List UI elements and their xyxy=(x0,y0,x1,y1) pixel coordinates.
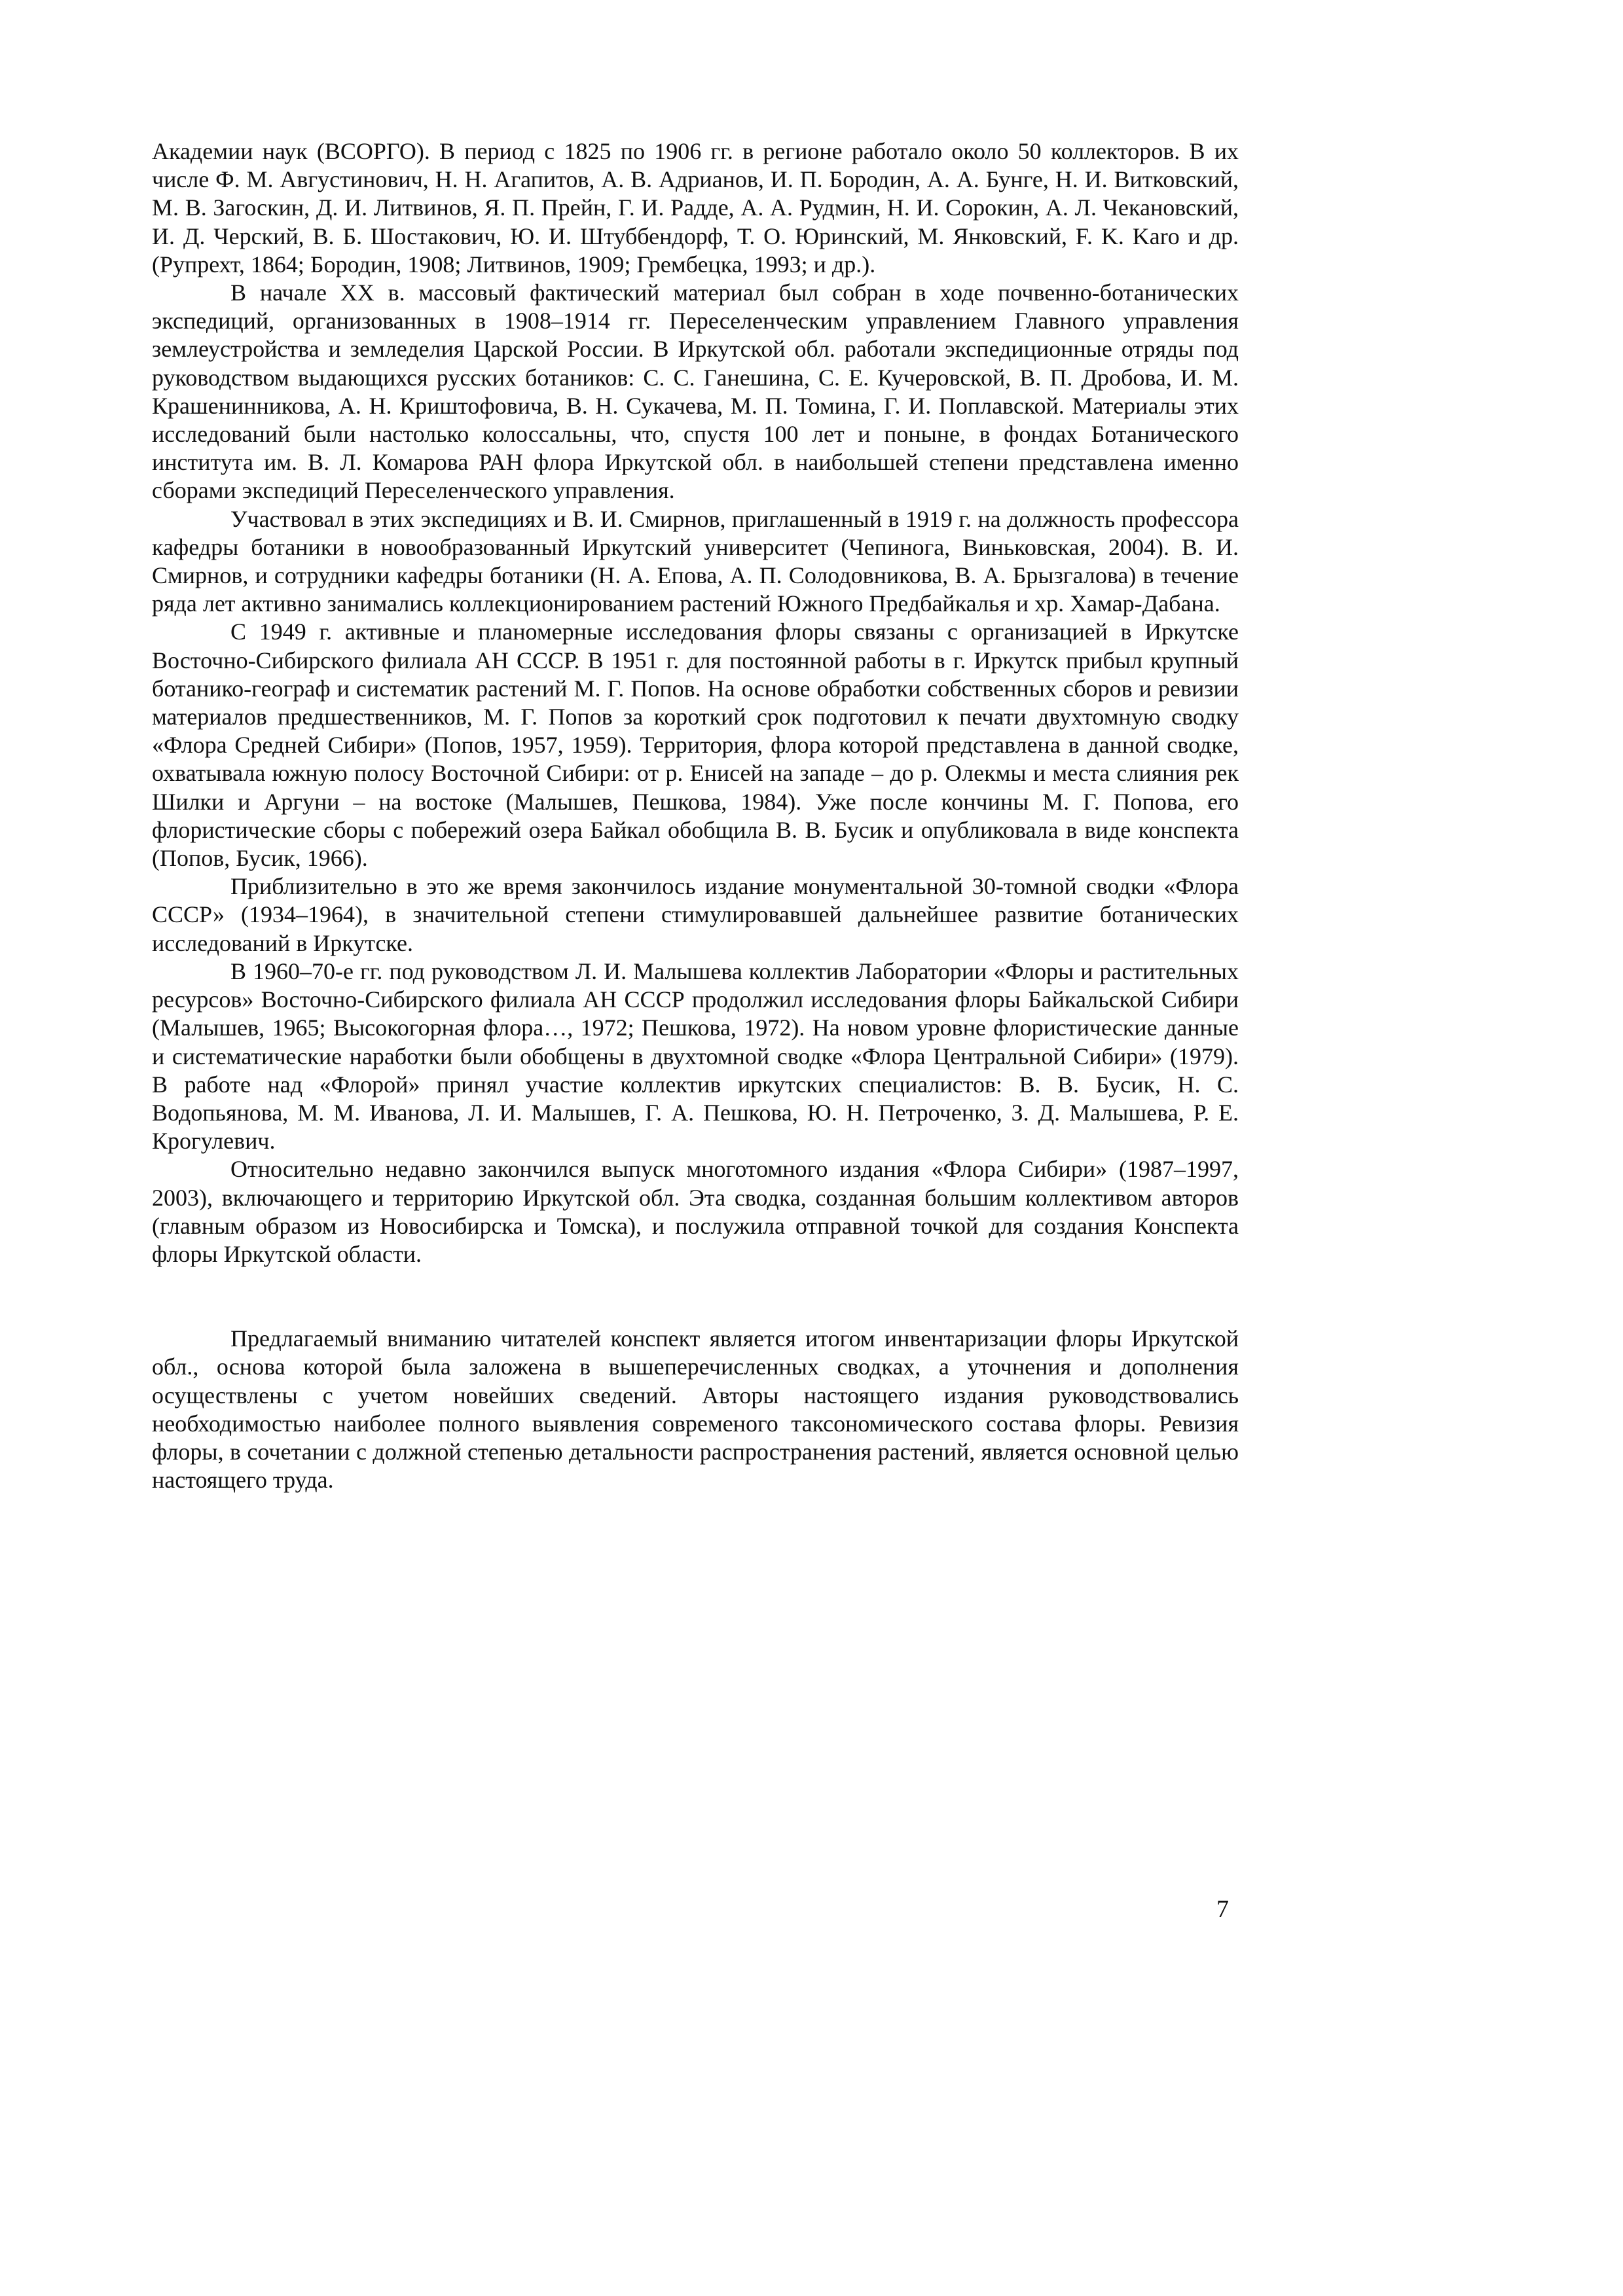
paragraph-collectors: Академии наук (ВСОРГО). В период с 1825 по 1906 гг. в регионе работало около 50 коллекторов. В их числе Ф. М. Августинович, Н. Н. Агапитов, А. В. Адрианов, И. П. Бородин, А. А. Бунге, Н. И. Витковский, М. В. Загоскин, Д. И. Литвинов, Я. П. Прейн, Г. И. Радде, А. А. Рудмин, Н. И. Сорокин, А. Л. Чекановский, И. Д. Черский, В. Б. Шостакович, Ю. И. Штуббендорф, Т. О. Юринский, М. Янковский, F. K. Karo и др. (Рупрехт, 1864; Бородин, 1908; Литвинов, 1909; Грембецка, 1993; и др.). xyxy=(152,138,1239,278)
paragraph-malyshev: В 1960–70-е гг. под руководством Л. И. Малышева коллектив Лаборатории «Флоры и растительных ресурсов» Восточно-Сибирского филиала АН СССР продолжил исследования флоры Байкальской Сибири (Малышев, 1965; Высокогорная флора…, 1972; Пешкова, 1972). На новом уровне флористические данные и систематические наработки были обобщены в двухтомной сводке «Флора Центральной Сибири» (1979). В работе над «Флорой» принял участие коллектив иркутских специалистов: В. В. Бусик, Н. С. Водопьянова, М. М. Иванова, Л. И. Малышев, Г. А. Пешкова, Ю. Н. Петроченко, З. Д. Малышева, Р. Е. Крогулевич. xyxy=(152,958,1239,1155)
paragraph-resettlement-expeditions: В начале XX в. массовый фактический материал был собран в ходе почвенно-ботанических экспедиций, организованных в 1908–1914 гг. Переселенческим управлением Главного управления землеустройства и земледелия Царской России. В Иркутской обл. работали экспедиционные отряды под руководством выдающихся русских ботаников: С. С. Ганешина, С. Е. Кучеровской, В. П. Дробова, И. М. Крашенинникова, А. Н. Криштофовича, В. Н. Сукачева, М. П. Томина, Г. И. Поплавской. Материалы этих исследований были настолько колоссальны, что, спустя 100 лет и поныне, в фондах Ботанического института им. В. Л. Комарова РАН флора Иркутской обл. в наибольшей степени представлена именно сборами экспедиций Переселенческого управления. xyxy=(152,279,1239,504)
body-text xyxy=(152,137,1239,1494)
paragraph-flora-siberia: Относительно недавно закончился выпуск многотомного издания «Флора Сибири» (1987–1997, 2003), включающего и территорию Иркутской обл. Эта сводка, созданная большим коллективом авторов (главным образом из Новосибирска и Томска), и послужила отправной точкой для создания Конспекта флоры Иркутской области. xyxy=(152,1156,1239,1267)
paragraph-conspectus-goal: Предлагаемый вниманию читателей конспект является итогом инвентаризации флоры Иркутской обл., основа которой была заложена в вышеперечисленных сводках, а уточнения и дополнения осуществлены с учетом новейших сведений. Авторы настоящего издания руководствовались необходимостью наиболее полного выявления современого таксономического состава флоры. Ревизия флоры, в сочетании с должной степенью детальности распространения растений, является основной целью настоящего труда. xyxy=(152,1325,1239,1494)
page-number: 7 xyxy=(1216,1895,1229,1923)
paragraph-flora-ussr: Приблизительно в это же время закончилось издание монументальной 30-томной сводки «Флора СССР» (1934–1964), в значительной степени стимулировавшей дальнейшее развитие ботанических исследований в Иркутске. xyxy=(152,873,1239,956)
paragraph-smirnov: Участвовал в этих экспедициях и В. И. Смирнов, приглашенный в 1919 г. на должность профессора кафедры ботаники в новообразованный Иркутский университет (Чепинога, Виньковская, 2004). В. И. Смирнов, и сотрудники кафедры ботаники (Н. А. Епова, А. П. Солодовникова, В. А. Брызгалова) в течение ряда лет активно занимались коллекционированием растений Южного Предбайкалья и хр. Хамар-Дабана. xyxy=(152,505,1239,617)
paragraph-popov: С 1949 г. активные и планомерные исследования флоры связаны с организацией в Иркутске Восточно-Сибирского филиала АН СССР. В 1951 г. для постоянной работы в г. Иркутск прибыл крупный ботанико-географ и систематик растений М. Г. Попов. На основе обработки собственных сборов и ревизии материалов предшественников, М. Г. Попов за короткий срок подготовил к печати двухтомную сводку «Флора Средней Сибири» (Попов, 1957, 1959). Территория, флора которой представлена в данной сводке, охватывала южную полосу Восточной Сибири: от р. Енисей на западе – до р. Олекмы и места слияния рек Шилки и Аргуни – на востоке (Малышев, Пешкова, 1984). Уже после кончины М. Г. Попова, его флористические сборы с побережий озера Байкал обобщила В. В. Бусик и опубликовала в виде конспекта (Попов, Бусик, 1966). xyxy=(152,619,1239,872)
